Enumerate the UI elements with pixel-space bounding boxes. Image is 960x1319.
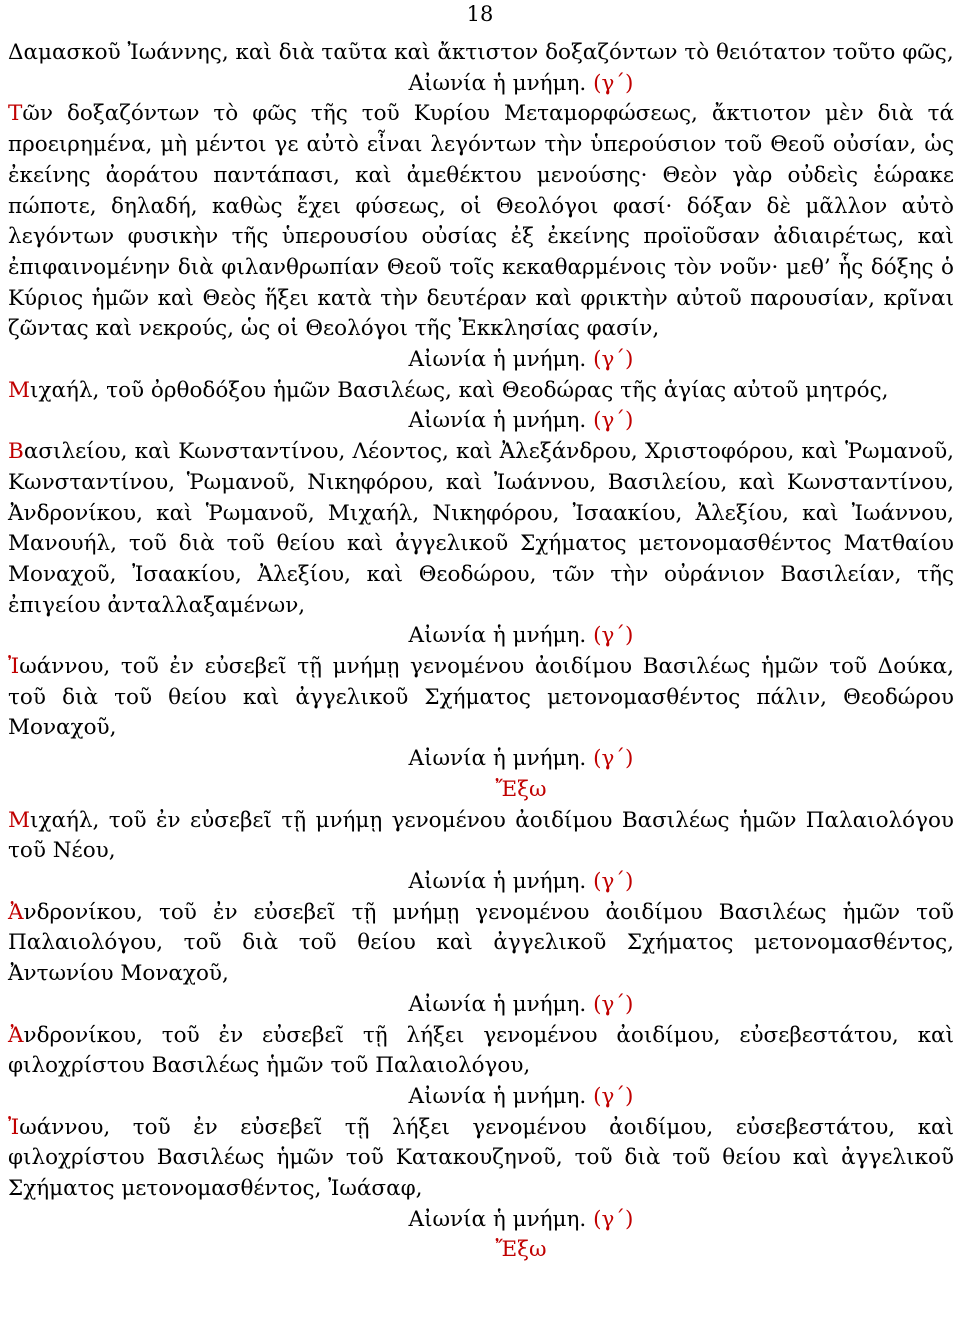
rubric-initial: Ἰ: [8, 654, 20, 680]
commemoration-paragraph: [8, 38, 954, 69]
response-tone: (γ΄): [593, 746, 634, 772]
rubric-initial: Ἀ: [8, 899, 24, 925]
rubric-initial: Ἰ: [8, 1114, 20, 1140]
response-text: Αἰωνία ἡ μνήμη.: [408, 623, 587, 649]
rubric-initial: Ἀ: [8, 1022, 24, 1048]
response-line: [8, 406, 954, 437]
commemoration-paragraph: [8, 652, 954, 744]
response-text: Αἰωνία ἡ μνήμη.: [408, 1083, 587, 1109]
paragraph-text: νδρονίκου, τοῦ ἐν εὐσεβεῖ τῇ λήξει γενομένου ἀοιδίμου, εὐσεβεστάτου, καὶ φιλοχρίστου Βασιλέως ἡμῶν τοῦ Παλαιολόγου,: [8, 1022, 954, 1079]
paragraph-text: ῶν δοξαζόντων τὸ φῶς τῆς τοῦ Κυρίου Μεταμορφώσεως, ἄκτιοτον μὲν διὰ τά προειρημένα, μὴ μέντοι γε αὐτὸ εἶναι λεγόντων τὴν ὑπερούσιον τοῦ Θεοῦ οὐσίαν, ὡς ἐκείνης ἀοράτου παντάπασι, καὶ ἀμεθέκτου μενούσης· Θεὸν γὰρ οὐδεὶς ἑώρακε πώποτε, δηλαδή, καθὼς ἔχει φύσεως, οἱ Θεολόγοι φασί· δόξαν δὲ μᾶλλον αὐτὸ λεγόντων φυσικὴν τῆς ὑπερουσίου οὐσίας ἐξ ἐκείνης προϊοῦσαν ἀδιαιρέτως, καὶ ἐπιφαινομένην διὰ φιλανθρωπίαν Θεοῦ τοῖς κεκαθαρμένοις τὸν νοῦν· μεθ’ ἧς δόξης ὁ Κύριος ἡμῶν καὶ Θεὸς ἥξει κατὰ τὴν δευτέραν καὶ φρικτὴν αὐτοῦ παρουσίαν, κρῖναι ζῶντας καὶ νεκρούς, ὡς οἱ Θεολόγοι τῆς Ἐκκλησίας φασίν,: [8, 101, 954, 342]
rubric-initial: Τ: [8, 101, 23, 127]
response-tone: (γ΄): [593, 70, 634, 96]
response-line: [8, 990, 954, 1021]
commemoration-paragraph: [8, 898, 954, 990]
paragraph-text: Δαμασκοῦ Ἰωάννης, καὶ διὰ ταῦτα καὶ ἄκτιστον δοξαζόντων τὸ θειότατον τοῦτο φῶς,: [8, 40, 954, 65]
commemoration-paragraph: [8, 806, 954, 867]
response-tone: (γ΄): [593, 868, 634, 894]
rubric-initial: Β: [8, 439, 24, 465]
response-text: Αἰωνία ἡ μνήμη.: [408, 408, 587, 434]
response-text: Αἰωνία ἡ μνήμη.: [408, 347, 587, 373]
response-line: [8, 1082, 954, 1113]
response-text: Αἰωνία ἡ μνήμη.: [408, 746, 587, 772]
response-line: [8, 69, 954, 100]
response-tone: (γ΄): [593, 623, 634, 649]
paragraph-text: νδρονίκου, τοῦ ἐν εὐσεβεῖ τῇ μνήμῃ γενομένου ἀοιδίμου Βασιλέως ἡμῶν τοῦ Παλαιολόγου, τοῦ διὰ τοῦ θείου καὶ ἀγγελικοῦ Σχήματος μετονομασθέντος, Ἀντωνίου Μοναχοῦ,: [8, 899, 954, 987]
response-line: [8, 1205, 954, 1236]
commemoration-paragraph: [8, 99, 954, 345]
response-tone: (γ΄): [593, 408, 634, 434]
paragraph-text: ιχαήλ, τοῦ ἐν εὐσεβεῖ τῇ μνήμῃ γενομένου ἀοιδίμου Βασιλέως ἡμῶν Παλαιολόγου τοῦ Νέου,: [8, 807, 954, 864]
commemoration-paragraph: [8, 437, 954, 621]
response-text: Αἰωνία ἡ μνήμη.: [408, 991, 587, 1017]
paragraph-text: ωάννου, τοῦ ἐν εὐσεβεῖ τῇ λήξει γενομένου ἀοιδίμου, εὐσεβεστάτου, καὶ φιλοχρίστου Βασιλέως ἡμῶν τοῦ Κατακουζηνοῦ, τοῦ διὰ τοῦ θείου καὶ ἀγγελικοῦ Σχήματος μετονομασθέντος, Ἰωάσαφ,: [8, 1114, 954, 1202]
paragraph-text: ασιλείου, καὶ Κωνσταντίνου, Λέοντος, καὶ Ἀλεξάνδρου, Χριστοφόρου, καὶ Ῥωμανοῦ, Κωνσταντίνου, Ῥωμανοῦ, Νικηφόρου, καὶ Ἰωάννου, Βασιλείου, καὶ Κωνσταντίνου, Ἀνδρονίκου, καὶ Ῥωμανοῦ, Μιχαήλ, Νικηφόρου, Ἰσαακίου, Ἀλεξίου, καὶ Ἰωάννου, Μανουήλ, τοῦ διὰ τοῦ θείου καὶ ἀγγελικοῦ Σχήματος μετονομασθέντος Ματθαίου Μοναχοῦ, Ἰσαακίου, Ἀλεξίου, καὶ Θεοδώρου, τῶν τὴν οὐράνιον Βασιλείαν, τῆς ἐπιγείου ἀνταλλαξαμένων,: [8, 439, 954, 618]
response-line: [8, 867, 954, 898]
rubric-initial: Μ: [8, 807, 31, 833]
response-tone: (γ΄): [593, 1083, 634, 1109]
commemoration-paragraph: [8, 1021, 954, 1082]
response-text: Αἰωνία ἡ μνήμη.: [408, 868, 587, 894]
rubric-initial: Μ: [8, 377, 31, 403]
response-tone: (γ΄): [593, 1206, 634, 1232]
response-tone: (γ΄): [593, 991, 634, 1017]
response-line: [8, 744, 954, 775]
paragraph-text: ιχαήλ, τοῦ ὀρθοδόξου ἡμῶν Βασιλέως, καὶ Θεοδώρας τῆς ἁγίας αὐτοῦ μητρός,: [30, 377, 889, 403]
commemoration-paragraph: [8, 1113, 954, 1205]
exo-rubric: Ἔξω: [495, 776, 547, 802]
response-tone: (γ΄): [593, 347, 634, 373]
page-number: 18: [466, 2, 494, 26]
paragraph-text: ωάννου, τοῦ ἐν εὐσεβεῖ τῇ μνήμῃ γενομένου ἀοιδίμου Βασιλέως ἡμῶν τοῦ Δούκα, τοῦ διὰ τοῦ θείου καὶ ἀγγελικοῦ Σχήματος μετονομασθέντος πάλιν, Θεοδώρου Μοναχοῦ,: [8, 654, 954, 741]
exo-rubric: Ἔξω: [495, 1237, 547, 1263]
commemoration-paragraph: [8, 376, 954, 407]
response-line: [8, 621, 954, 652]
response-text: Αἰωνία ἡ μνήμη.: [408, 1206, 587, 1232]
synodikon-text: [8, 38, 954, 1266]
response-line: [8, 345, 954, 376]
response-text: Αἰωνία ἡ μνήμη.: [408, 70, 587, 96]
